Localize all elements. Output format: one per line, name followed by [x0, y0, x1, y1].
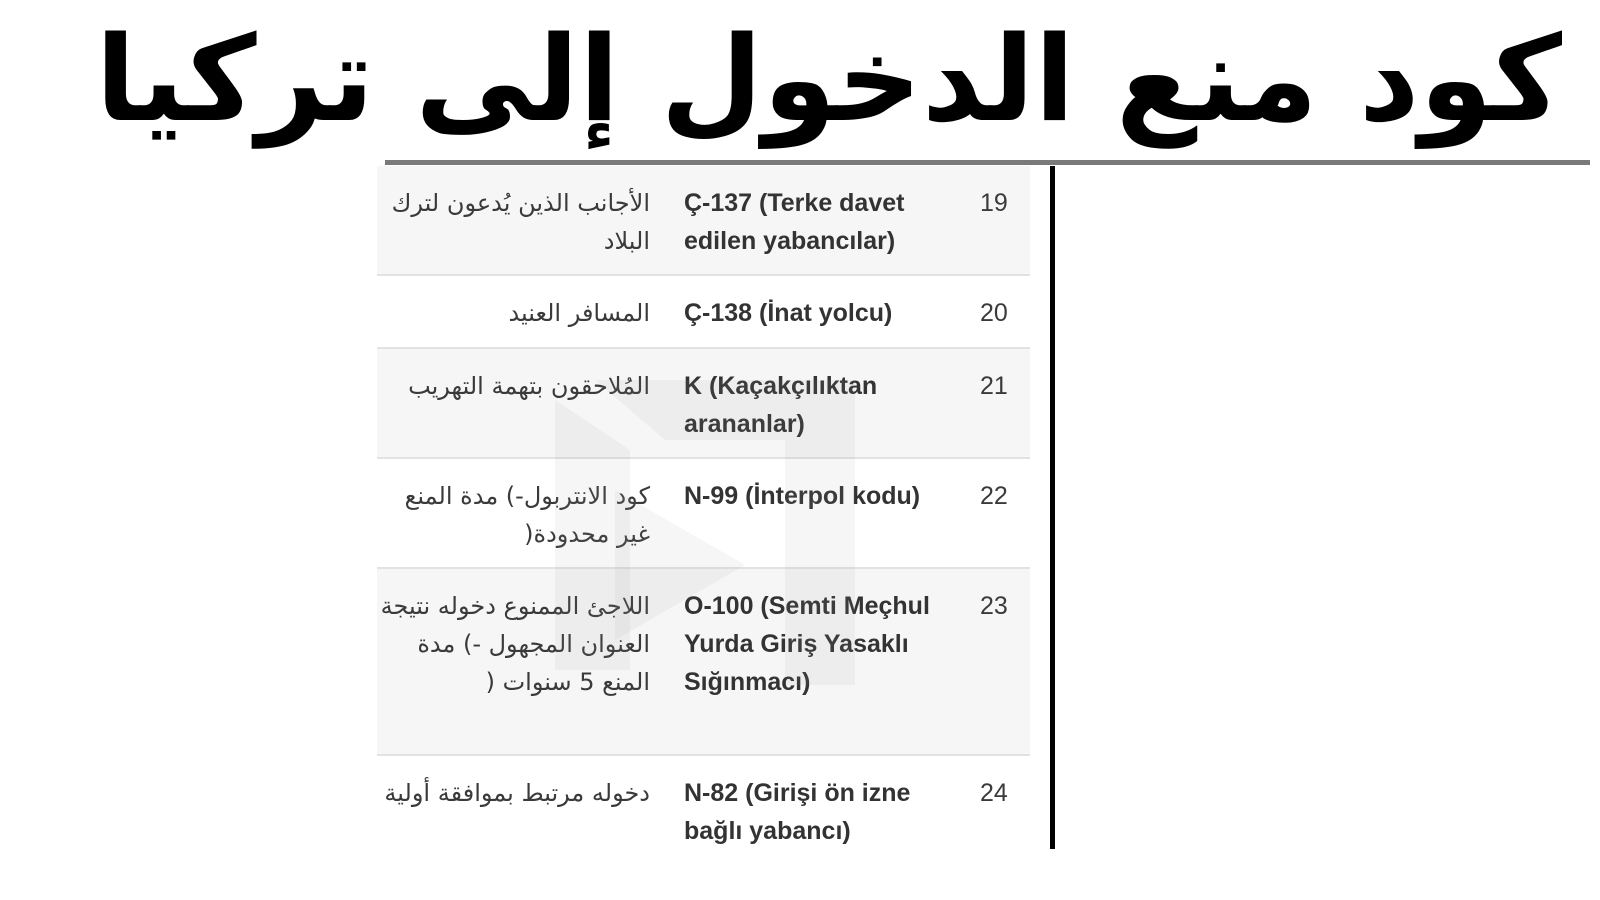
row-code: N-99 (İnterpol kodu): [684, 482, 921, 510]
table-row: [377, 349, 1030, 459]
row-number: 19: [980, 189, 1008, 217]
page-title: كود منع الدخول إلى تركيا: [95, 10, 1562, 148]
row-code: K (Kaçakçılıktan arananlar): [684, 372, 878, 438]
row-number: 22: [980, 482, 1008, 510]
row-arabic-description: اللاجئ الممنوع دخوله نتيجة العنوان المجهول -) مدة المنع 5 سنوات (: [380, 592, 650, 696]
row-number: 24: [980, 779, 1008, 807]
row-number: 20: [980, 299, 1008, 327]
table-row: [377, 569, 1030, 756]
vertical-divider: [1050, 166, 1055, 849]
table-row: [377, 756, 1030, 849]
ban-codes-table: [377, 166, 1030, 849]
row-code: O-100 (Semti Meçhul Yurda Giriş Yasaklı Sığınmacı): [684, 592, 930, 696]
row-arabic-description: كود الانتربول-) مدة المنع غير محدودة(: [404, 482, 650, 548]
table-row: [377, 166, 1030, 276]
row-arabic-description: المسافر العنيد: [508, 299, 650, 327]
table-row: [377, 459, 1030, 569]
row-arabic-description: المُلاحقون بتهمة التهريب: [408, 372, 650, 400]
table-row: [377, 276, 1030, 349]
row-arabic-description: الأجانب الذين يُدعون لترك البلاد: [391, 189, 650, 255]
title-underline: [385, 160, 1590, 165]
row-arabic-description: دخوله مرتبط بموافقة أولية: [384, 779, 650, 807]
row-code: Ç-138 (İnat yolcu): [684, 299, 893, 327]
row-number: 21: [980, 372, 1008, 400]
row-code: Ç-137 (Terke davet edilen yabancılar): [684, 189, 905, 255]
row-number: 23: [980, 592, 1008, 620]
row-code: N-82 (Girişi ön izne bağlı yabancı): [684, 779, 911, 845]
